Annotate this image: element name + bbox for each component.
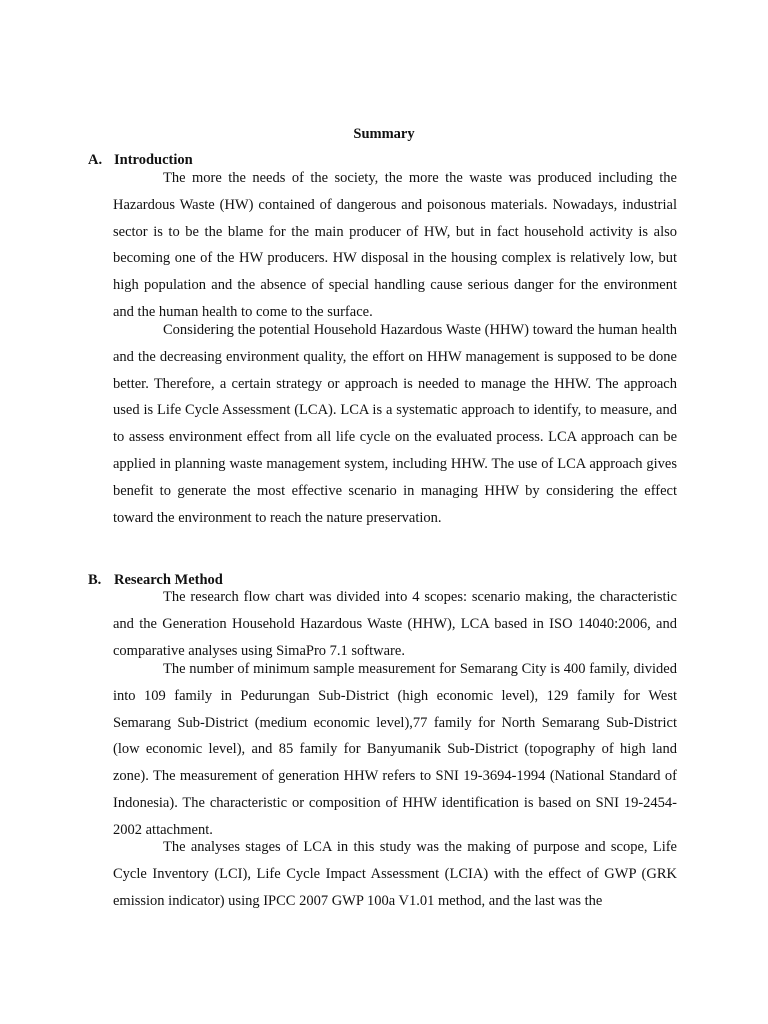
document-title: Summary <box>353 126 415 142</box>
section-title: Introduction <box>114 152 193 168</box>
paragraph: The analyses stages of LCA in this study was the making of purpose and scope, Life Cycle Inventory (LCI), Life Cycle Impact Assessment (LCIA) with the effect of GWP (GRK emission indicator) using IPCC 2007 GWP 100a V1.01 method, and the last was the <box>113 839 677 909</box>
paragraph: The number of minimum sample measurement for Semarang City is 400 family, divided into 109 family in Pedurungan Sub-District (high economic level), 129 family for West Semarang Sub-District (medium economic level),77 family for North Semarang Sub-District (low economic level), and 85 family for Banyumanik Sub-District (topography of high land zone). The measurement of generation HHW refers to SNI 19-3694-1994 (National Standard of Indonesia). The characteristic or composition of HHW identification is based on SNI 19-2454-2002 attachment. <box>113 661 677 838</box>
section-title: Research Method <box>114 572 223 588</box>
section-number: B. <box>88 572 102 588</box>
section-number: A. <box>88 152 103 168</box>
paragraph: Considering the potential Household Hazardous Waste (HHW) toward the human health and the decreasing environment quality, the effort on HHW management is supposed to be done better. Therefore, a certain strategy or approach is needed to manage the HHW. The approach used is Life Cycle Assessment (LCA). LCA is a systematic approach to identify, to measure, and to assess environment effect from all life cycle on the evaluated process. LCA approach can be applied in planning waste management system, including HHW. The use of LCA approach gives benefit to generate the most effective scenario in managing HHW by considering the effect toward the environment to reach the nature preservation. <box>113 322 677 526</box>
paragraph: The more the needs of the society, the more the waste was produced including the Hazardous Waste (HW) contained of dangerous and poisonous materials. Nowadays, industrial sector is to be the blame for the main producer of HW, but in fact household activity is also becoming one of the HW producers. HW disposal in the housing complex is relatively low, but high population and the absence of special handling cause serious danger for the environment and the human health to come to the surface. <box>113 170 677 320</box>
paragraph: The research flow chart was divided into 4 scopes: scenario making, the characteristic and the Generation Household Hazardous Waste (HHW), LCA based in ISO 14040:2006, and comparative analyses using SimaPro 7.1 software. <box>113 589 677 659</box>
